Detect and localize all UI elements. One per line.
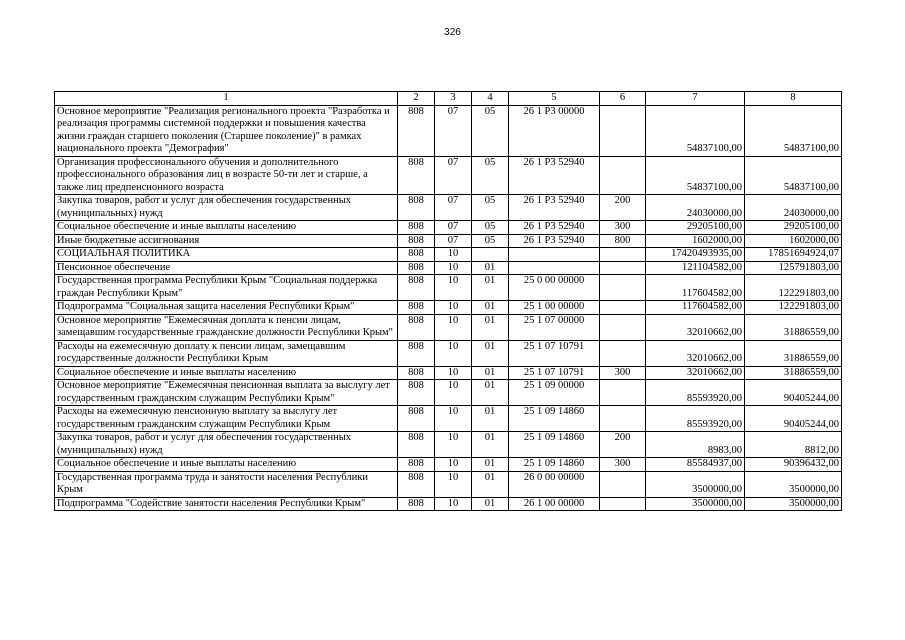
section-cell: 10: [435, 275, 472, 301]
subsection-cell: 01: [472, 497, 509, 511]
section-cell: 10: [435, 458, 472, 472]
code-cell: 808: [398, 248, 435, 262]
expense-type-cell: 300: [600, 366, 646, 380]
name-cell: Социальное обеспечение и иные выплаты населению: [55, 458, 398, 472]
name-cell: Основное мероприятие "Ежемесячная пенсионная выплата за выслугу лет государственным гражданским служащим Республики Крым": [55, 380, 398, 406]
subsection-cell: 05: [472, 156, 509, 195]
header-cell: 5: [509, 92, 600, 106]
amount-cell: 31886559,00: [745, 340, 842, 366]
subsection-cell: 01: [472, 458, 509, 472]
amount-cell: 117604582,00: [646, 275, 745, 301]
code-cell: 808: [398, 105, 435, 156]
target-article-cell: 26 1 00 00000: [509, 497, 600, 511]
target-article-cell: 26 0 00 00000: [509, 471, 600, 497]
table-row: [55, 156, 842, 195]
header-cell: 4: [472, 92, 509, 106]
subsection-cell: 01: [472, 406, 509, 432]
code-cell: 808: [398, 301, 435, 315]
table-row: [55, 406, 842, 432]
header-cell: 8: [745, 92, 842, 106]
code-cell: 808: [398, 380, 435, 406]
amount-cell: 54837100,00: [646, 156, 745, 195]
subsection-cell: 05: [472, 234, 509, 248]
expense-type-cell: 800: [600, 234, 646, 248]
expense-type-cell: [600, 248, 646, 262]
section-cell: 10: [435, 248, 472, 262]
name-cell: Расходы на ежемесячную доплату к пенсии лицам, замещавшим государственные должности Республики Крым: [55, 340, 398, 366]
amount-cell: 29205100,00: [745, 221, 842, 235]
amount-cell: 24030000,00: [745, 195, 842, 221]
target-article-cell: 25 1 09 00000: [509, 380, 600, 406]
table-row: [55, 314, 842, 340]
amount-cell: 85593920,00: [646, 406, 745, 432]
header-cell: 6: [600, 92, 646, 106]
amount-cell: 32010662,00: [646, 314, 745, 340]
amount-cell: 1602000,00: [646, 234, 745, 248]
name-cell: Государственная программа Республики Крым "Социальная поддержка граждан Республики Крым": [55, 275, 398, 301]
subsection-cell: 01: [472, 261, 509, 275]
code-cell: 808: [398, 406, 435, 432]
name-cell: Социальное обеспечение и иные выплаты населению: [55, 221, 398, 235]
section-cell: 07: [435, 195, 472, 221]
name-cell: Пенсионное обеспечение: [55, 261, 398, 275]
code-cell: 808: [398, 471, 435, 497]
name-cell: Основное мероприятие "Ежемесячная доплата к пенсии лицам, замещавшим государственные гражданские должности Республики Крым": [55, 314, 398, 340]
section-cell: 10: [435, 301, 472, 315]
expense-type-cell: [600, 261, 646, 275]
code-cell: 808: [398, 432, 435, 458]
name-cell: Закупка товаров, работ и услуг для обеспечения государственных (муниципальных) нужд: [55, 195, 398, 221]
code-cell: 808: [398, 156, 435, 195]
table-row: [55, 471, 842, 497]
code-cell: 808: [398, 261, 435, 275]
code-cell: 808: [398, 221, 435, 235]
section-cell: 10: [435, 366, 472, 380]
code-cell: 808: [398, 340, 435, 366]
amount-cell: 54837100,00: [646, 105, 745, 156]
section-cell: 07: [435, 221, 472, 235]
budget-table: [54, 91, 842, 511]
code-cell: 808: [398, 458, 435, 472]
amount-cell: 8812,00: [745, 432, 842, 458]
header-cell: 1: [55, 92, 398, 106]
section-cell: 07: [435, 105, 472, 156]
expense-type-cell: [600, 471, 646, 497]
table-row: [55, 234, 842, 248]
page-number: 326: [444, 27, 461, 38]
header-cell: 7: [646, 92, 745, 106]
table-row: [55, 340, 842, 366]
amount-cell: 32010662,00: [646, 340, 745, 366]
subsection-cell: 01: [472, 314, 509, 340]
section-cell: 10: [435, 432, 472, 458]
name-cell: Закупка товаров, работ и услуг для обеспечения государственных (муниципальных) нужд: [55, 432, 398, 458]
target-article-cell: 25 0 00 00000: [509, 275, 600, 301]
name-cell: СОЦИАЛЬНАЯ ПОЛИТИКА: [55, 248, 398, 262]
section-cell: 07: [435, 234, 472, 248]
expense-type-cell: [600, 105, 646, 156]
name-cell: Иные бюджетные ассигнования: [55, 234, 398, 248]
amount-cell: 125791803,00: [745, 261, 842, 275]
name-cell: Основное мероприятие "Реализация регионального проекта "Разработка и реализация программы системной поддержки и повышения качества жизни граждан старшего поколения (Старшее поколение)" в рамках национального проекта "Демография": [55, 105, 398, 156]
amount-cell: 85584937,00: [646, 458, 745, 472]
table-row: [55, 221, 842, 235]
amount-cell: 54837100,00: [745, 105, 842, 156]
amount-cell: 54837100,00: [745, 156, 842, 195]
target-article-cell: 26 1 P3 52940: [509, 221, 600, 235]
name-cell: Организация профессионального обучения и дополнительного профессионального образования лиц в возрасте 50-ти лет и старше, а также лиц предпенсионного возраста: [55, 156, 398, 195]
amount-cell: 17420493935,00: [646, 248, 745, 262]
name-cell: Расходы на ежемесячную пенсионную выплату за выслугу лет государственным гражданским служащим Республики Крым: [55, 406, 398, 432]
subsection-cell: 01: [472, 301, 509, 315]
amount-cell: 8983,00: [646, 432, 745, 458]
table-row: [55, 261, 842, 275]
amount-cell: 122291803,00: [745, 301, 842, 315]
target-article-cell: 26 1 P3 52940: [509, 156, 600, 195]
expense-type-cell: [600, 497, 646, 511]
subsection-cell: 05: [472, 105, 509, 156]
header-cell: 3: [435, 92, 472, 106]
expense-type-cell: [600, 301, 646, 315]
table-row: [55, 497, 842, 511]
subsection-cell: 01: [472, 340, 509, 366]
table-row: [55, 458, 842, 472]
expense-type-cell: 200: [600, 432, 646, 458]
expense-type-cell: [600, 275, 646, 301]
target-article-cell: 26 1 P3 52940: [509, 234, 600, 248]
code-cell: 808: [398, 234, 435, 248]
target-article-cell: 25 1 07 00000: [509, 314, 600, 340]
target-article-cell: 26 1 P3 00000: [509, 105, 600, 156]
subsection-cell: 05: [472, 221, 509, 235]
subsection-cell: 01: [472, 432, 509, 458]
table-row: [55, 248, 842, 262]
subsection-cell: 01: [472, 275, 509, 301]
code-cell: 808: [398, 314, 435, 340]
subsection-cell: 01: [472, 366, 509, 380]
amount-cell: 3500000,00: [745, 497, 842, 511]
table-row: [55, 366, 842, 380]
amount-cell: 29205100,00: [646, 221, 745, 235]
code-cell: 808: [398, 366, 435, 380]
expense-type-cell: 200: [600, 195, 646, 221]
code-cell: 808: [398, 275, 435, 301]
amount-cell: 3500000,00: [646, 471, 745, 497]
expense-type-cell: [600, 314, 646, 340]
amount-cell: 85593920,00: [646, 380, 745, 406]
code-cell: 808: [398, 497, 435, 511]
section-cell: 10: [435, 340, 472, 366]
name-cell: Социальное обеспечение и иные выплаты населению: [55, 366, 398, 380]
target-article-cell: 25 1 07 10791: [509, 340, 600, 366]
expense-type-cell: 300: [600, 221, 646, 235]
amount-cell: 90405244,00: [745, 406, 842, 432]
target-article-cell: 25 1 09 14860: [509, 458, 600, 472]
amount-cell: 17851694924,07: [745, 248, 842, 262]
expense-type-cell: [600, 340, 646, 366]
expense-type-cell: 300: [600, 458, 646, 472]
target-article-cell: [509, 248, 600, 262]
table-row: [55, 380, 842, 406]
target-article-cell: 25 1 00 00000: [509, 301, 600, 315]
table-row: [55, 195, 842, 221]
target-article-cell: 25 1 07 10791: [509, 366, 600, 380]
target-article-cell: [509, 261, 600, 275]
expense-type-cell: [600, 380, 646, 406]
amount-cell: 3500000,00: [646, 497, 745, 511]
name-cell: Государственная программа труда и занятости населения Республики Крым: [55, 471, 398, 497]
amount-cell: 121104582,00: [646, 261, 745, 275]
header-cell: 2: [398, 92, 435, 106]
amount-cell: 1602000,00: [745, 234, 842, 248]
section-cell: 07: [435, 156, 472, 195]
code-cell: 808: [398, 195, 435, 221]
section-cell: 10: [435, 406, 472, 432]
expense-type-cell: [600, 406, 646, 432]
table-row: [55, 105, 842, 156]
amount-cell: 122291803,00: [745, 275, 842, 301]
section-cell: 10: [435, 314, 472, 340]
amount-cell: 3500000,00: [745, 471, 842, 497]
section-cell: 10: [435, 471, 472, 497]
name-cell: Подпрограмма "Социальная защита населения Республики Крым": [55, 301, 398, 315]
table-row: [55, 301, 842, 315]
amount-cell: 24030000,00: [646, 195, 745, 221]
header-row: [55, 92, 842, 106]
name-cell: Подпрограмма "Содействие занятости населения Республики Крым": [55, 497, 398, 511]
amount-cell: 90405244,00: [745, 380, 842, 406]
amount-cell: 31886559,00: [745, 366, 842, 380]
table-row: [55, 275, 842, 301]
subsection-cell: 01: [472, 380, 509, 406]
section-cell: 10: [435, 261, 472, 275]
table-row: [55, 432, 842, 458]
section-cell: 10: [435, 380, 472, 406]
expense-type-cell: [600, 156, 646, 195]
amount-cell: 117604582,00: [646, 301, 745, 315]
subsection-cell: [472, 248, 509, 262]
section-cell: 10: [435, 497, 472, 511]
subsection-cell: 05: [472, 195, 509, 221]
target-article-cell: 26 1 P3 52940: [509, 195, 600, 221]
subsection-cell: 01: [472, 471, 509, 497]
target-article-cell: 25 1 09 14860: [509, 406, 600, 432]
amount-cell: 31886559,00: [745, 314, 842, 340]
amount-cell: 32010662,00: [646, 366, 745, 380]
target-article-cell: 25 1 09 14860: [509, 432, 600, 458]
amount-cell: 90396432,00: [745, 458, 842, 472]
